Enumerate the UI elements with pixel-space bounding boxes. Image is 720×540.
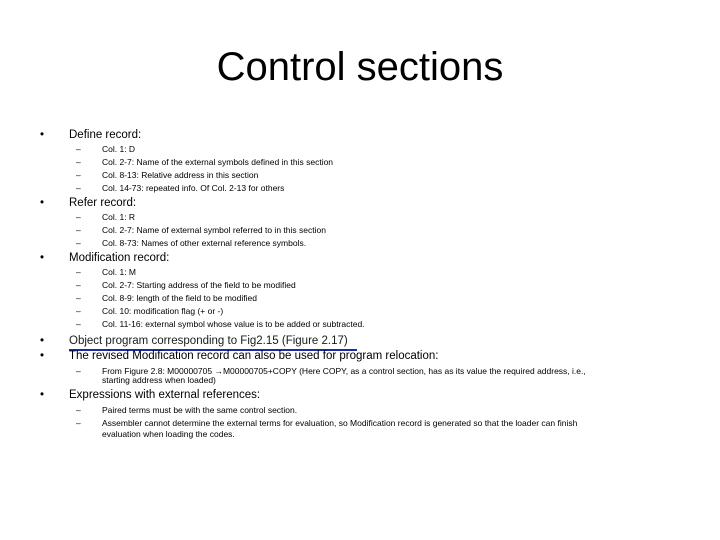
bullet-icon: • (40, 350, 45, 362)
refer-item-text: Col. 1: R (102, 212, 136, 222)
dash-icon: – (76, 170, 81, 180)
modification-item-text: Col. 10: modification flag (+ or -) (102, 306, 224, 316)
dash-icon: – (76, 144, 81, 154)
refer-item-text: Col. 8-73: Names of other external reference symbols. (102, 238, 307, 248)
expressions-item-text: evaluation when loading the codes. (102, 429, 235, 439)
expressions-item-text: Paired terms must be with the same control section. (102, 405, 298, 415)
revised-item-text: From Figure 2.8: M00000705 →M00000705+COPY (Here COPY, as a control section, has as its value the required address, i.e., (102, 366, 586, 376)
expressions-item-text: Assembler cannot determine the external terms for evaluation, so Modification record is generated so that the loader can finish (102, 418, 578, 428)
bullet-icon: • (40, 129, 45, 141)
bullet-icon: • (40, 389, 45, 401)
bullet-icon: • (40, 252, 45, 264)
page-title: Control sections (216, 45, 504, 89)
bullet-icon: • (40, 197, 45, 209)
dash-icon: – (76, 319, 81, 329)
bullet-icon: • (40, 335, 45, 347)
define-item-text: Col. 2-7: Name of the external symbols defined in this section (102, 157, 334, 167)
dash-icon: – (76, 157, 81, 167)
define-item-text: Col. 1: D (102, 144, 136, 154)
dash-icon: – (76, 306, 81, 316)
modification-item-text: Col. 1: M (102, 267, 137, 277)
define-item-text: Col. 14-73: repeated info. Of Col. 2-13 for others (102, 183, 285, 193)
object-program-link[interactable]: Object program corresponding to Fig2.15 (Figure 2.17) (69, 335, 348, 347)
revised-modification-heading: The revised Modification record can also be used for program relocation: (69, 350, 439, 362)
revised-item-text: starting address when loaded) (102, 375, 216, 385)
modification-item-text: Col. 2-7: Starting address of the field to be modified (102, 280, 296, 290)
dash-icon: – (76, 183, 81, 193)
dash-icon: – (76, 280, 81, 290)
expressions-heading: Expressions with external references: (69, 389, 261, 401)
modification-record-heading: Modification record: (69, 252, 170, 264)
define-record-heading: Define record: (69, 129, 142, 141)
dash-icon: – (76, 267, 81, 277)
dash-icon: – (76, 238, 81, 248)
refer-item-text: Col. 2-7: Name of external symbol referred to in this section (102, 225, 326, 235)
dash-icon: – (76, 405, 81, 415)
modification-item-text: Col. 8-9: length of the field to be modified (102, 293, 257, 303)
dash-icon: – (76, 366, 81, 376)
dash-icon: – (76, 293, 81, 303)
dash-icon: – (76, 212, 81, 222)
dash-icon: – (76, 418, 81, 428)
refer-record-heading: Refer record: (69, 197, 137, 209)
define-item-text: Col. 8-13: Relative address in this section (102, 170, 259, 180)
modification-item-text: Col. 11-16: external symbol whose value is to be added or subtracted. (102, 319, 365, 329)
dash-icon: – (76, 225, 81, 235)
